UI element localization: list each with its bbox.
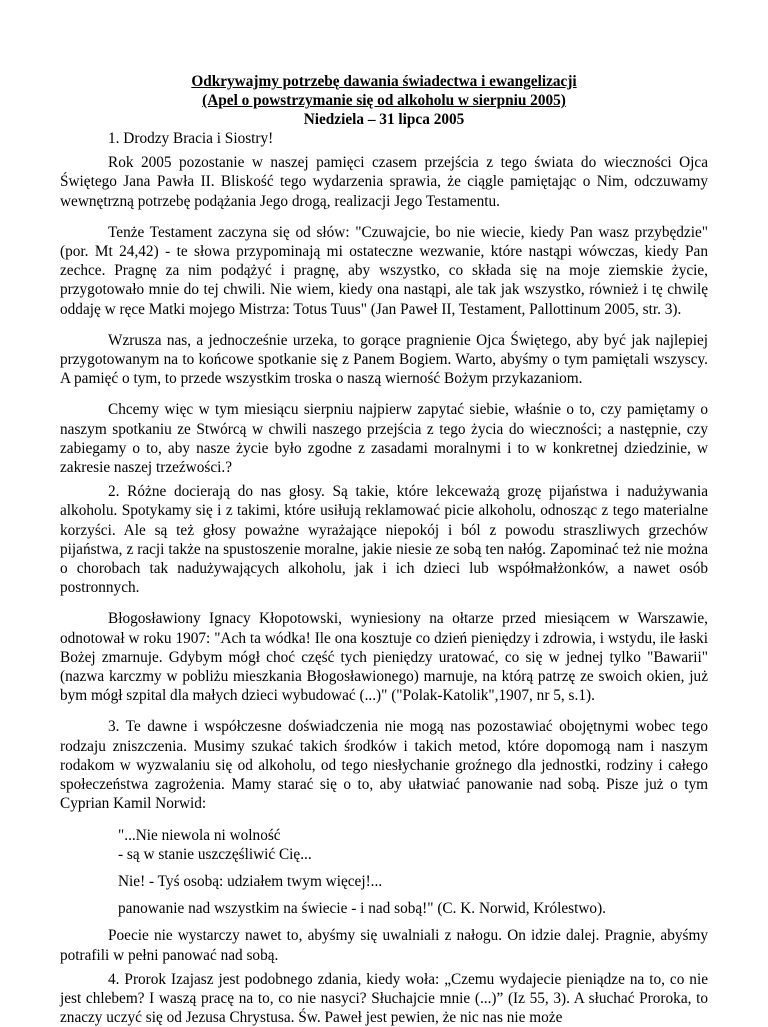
- poem-line: - są w stanie uszczęśliwić Cię...: [118, 845, 312, 863]
- document-header: [60, 72, 708, 130]
- paragraph: Tenże Testament zaczyna się od słów: "Czuwajcie, bo nie wiecie, kiedy Pan wasz przybędzie" (por. Mt 24,42) - te słowa przypominają mi ostateczne wezwanie, które nastąpi wówczas, kiedy Pan zechce. Pragnę za nim podążyć i pragnę, aby wszystko, co składa się na moje ziemskie życie, przygotowało mnie do tej chwili. Nie wiem, kiedy ona nastąpi, ale tak jak wszystko, również i tę chwilę oddaję w ręce Matki mojego Mistrza: Totus Tuus" (Jan Paweł II, Testament, Pallottinum 2005, str. 3).: [60, 223, 708, 318]
- poem-quote: [60, 826, 708, 919]
- paragraph: Poecie nie wystarczy nawet to, abyśmy się uwalniali z nałogu. On idzie dalej. Pragnie, abyśmy potrafili w pełni panować nad sobą.: [60, 927, 708, 964]
- document-subtitle: (Apel o powstrzymanie się od alkoholu w sierpniu 2005): [202, 92, 566, 110]
- poem-line: Nie! - Tyś osobą: udziałem twym więcej!...: [118, 872, 383, 890]
- paragraph: 3. Te dawne i współczesne doświadczenia nie mogą nas pozostawiać obojętnymi wobec tego rodzaju zniszczenia. Musimy szukać takich środków i takich metod, które dopomogą nam i naszym rodakom w wyzwalaniu się od alkoholu, od tego niesłychanie groźnego dla jednostki, rodziny i całego społeczeństwa zagrożenia. Mamy starać się o to, aby ułatwiać panowanie nad sobą. Pisze już o tym Cyprian Kamil Norwid:: [60, 718, 708, 813]
- paragraph-greeting: 1. Drodzy Bracia i Siostry!: [108, 130, 274, 147]
- document-title: Odkrywajmy potrzebę dawania świadectwa i ewangelizacji: [191, 73, 577, 90]
- paragraph: Błogosławiony Ignacy Kłopotowski, wyniesiony na ołtarze przed miesiącem w Warszawie, odnotował w roku 1907: "Ach ta wódka! Ile ona kosztuje co dzień pieniędzy i zdrowia, i wstydu, ile łaski Bożej zmarnuje. Gdybym mógł choć część tych pieniędzy uratować, co się w jednej tylko "Bawarii" (nazwa karczmy w pobliżu mieszkania Błogosławionego) marnuje, na którą patrzę ze swoich okien, już bym mógł szpital dla małych dzieci wybudować (...)" ("Polak-Katolik",1907, nr 5, s.1).: [60, 610, 708, 705]
- poem-line: panowanie nad wszystkim na świecie - i nad sobą!" (C. K. Norwid, Królestwo).: [118, 900, 606, 918]
- document-body: [60, 129, 708, 1027]
- poem-line: "...Nie niewola ni wolność: [118, 826, 281, 844]
- paragraph: Chcemy więc w tym miesiącu sierpniu najpierw zapytać siebie, właśnie o to, czy pamiętamy o naszym spotkaniu ze Stwórcą w chwili naszego przejścia z tego życia do wieczności; a następnie, czy zabiegamy o to, aby nasze życie było zgodne z zasadami moralnymi i to w konkretnej dziedzinie, w zakresie naszej trzeźwości.?: [60, 401, 708, 477]
- paragraph: Wzrusza nas, a jednocześnie urzeka, to gorące pragnienie Ojca Świętego, aby być jak najlepiej przygotowanym na to końcowe spotkanie się z Panem Bogiem. Warto, abyśmy o tym pamiętali wszyscy. A pamięć o tym, to przede wszystkim troska o naszą wierność Bożym przykazaniom.: [60, 331, 708, 388]
- document-date: Niedziela – 31 lipca 2005: [303, 111, 465, 129]
- paragraph: 2. Różne docierają do nas głosy. Są takie, które lekceważą grozę pijaństwa i nadużywania alkoholu. Spotykamy się i z takimi, które usiłują reklamować picie alkoholu, odnosząc z tego materialne korzyści. Ale są też głosy poważne wyrażające niepokój i ból z powodu straszliwych grzechów pijaństwa, z racji także na spustoszenie moralne, jakie niesie ze sobą ten nałóg. Zapominać też nie można o chorobach tak nadużywających alkoholu, jak i ich dzieci lub współmałżonków, a nawet osób postronnych.: [60, 483, 708, 597]
- paragraph: Rok 2005 pozostanie w naszej pamięci czasem przejścia z tego świata do wieczności Ojca Świętego Jana Pawła II. Bliskość tego wydarzenia sprawia, że ciągle pamiętając o Nim, odczuwamy wewnętrzną potrzebę podążania Jego drogą, realizacji Jego Testamentu.: [60, 154, 708, 210]
- paragraph: 4. Prorok Izajasz jest podobnego zdania, kiedy woła: „Czemu wydajecie pieniądze na to, co nie jest chlebem? I waszą pracę na to, co nie nasyci? Słuchajcie mnie (...)” (Iz 55, 3). A słuchać Proroka, to znaczy uczyć się od Jezusa Chrystusa. Św. Paweł jest pewien, że nic nas nie może: [60, 970, 708, 1027]
